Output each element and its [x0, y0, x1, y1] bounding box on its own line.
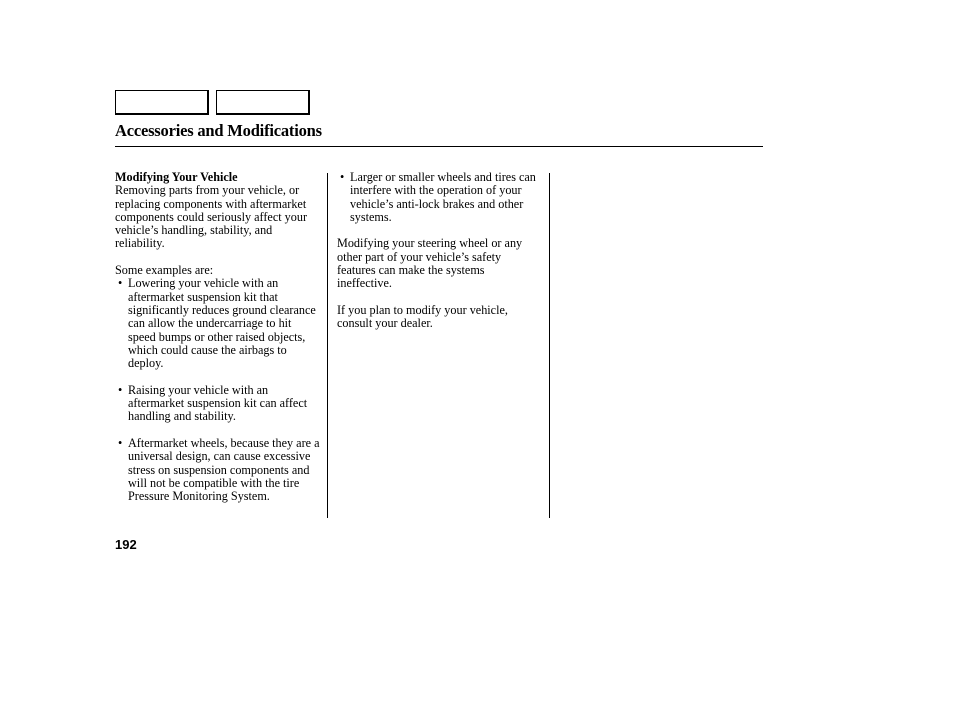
bullet-dot-icon: • — [118, 435, 123, 450]
section-heading: Modifying Your Vehicle — [115, 170, 238, 184]
page-number: 192 — [115, 537, 137, 552]
bullet-item — [337, 171, 542, 224]
text-column-1 — [115, 171, 320, 503]
bullet-text: Raising your vehicle with an aftermarket suspension kit can affect handling and stability. — [128, 382, 308, 424]
bullet-item — [115, 384, 320, 424]
text-column-2 — [337, 171, 542, 344]
nav-tab-box-2[interactable] — [216, 90, 310, 115]
bullet-item — [115, 437, 320, 503]
bullet-dot-icon: • — [118, 276, 123, 291]
bullet-text: Aftermarket wheels, because they are a universal design, can cause excessive stress on suspension components and will not be compatible with the tire Pressure Monitoring System. — [128, 435, 320, 504]
paragraph: If you plan to modify your vehicle, consult your dealer. — [337, 302, 508, 331]
column-divider — [549, 173, 550, 518]
bullet-dot-icon: • — [340, 170, 345, 184]
nav-tab-box-1[interactable] — [115, 90, 209, 115]
paragraph: Modifying your steering wheel or any other part of your vehicle’s safety features can make the systems ineffective. — [337, 236, 523, 291]
title-underline-rule — [115, 146, 763, 147]
column-divider — [327, 173, 328, 518]
page-title: Accessories and Modifications — [115, 121, 322, 140]
bullet-text: Larger or smaller wheels and tires can interfere with the operation of your vehicle’s anti-lock brakes and other systems. — [350, 170, 536, 224]
bullet-item — [115, 277, 320, 370]
bullet-text: Lowering your vehicle with an aftermarket suspension kit that significantly reduces ground clearance can allow the undercarriage to hit speed bumps or other raised objects, which could cause the airbags to deploy. — [128, 276, 316, 371]
examples-label: Some examples are: — [115, 263, 214, 278]
intro-paragraph: Removing parts from your vehicle, or replacing components with aftermarket components could seriously affect your vehicle’s handling, stability, and reliability. — [115, 183, 308, 251]
bullet-dot-icon: • — [118, 382, 123, 397]
